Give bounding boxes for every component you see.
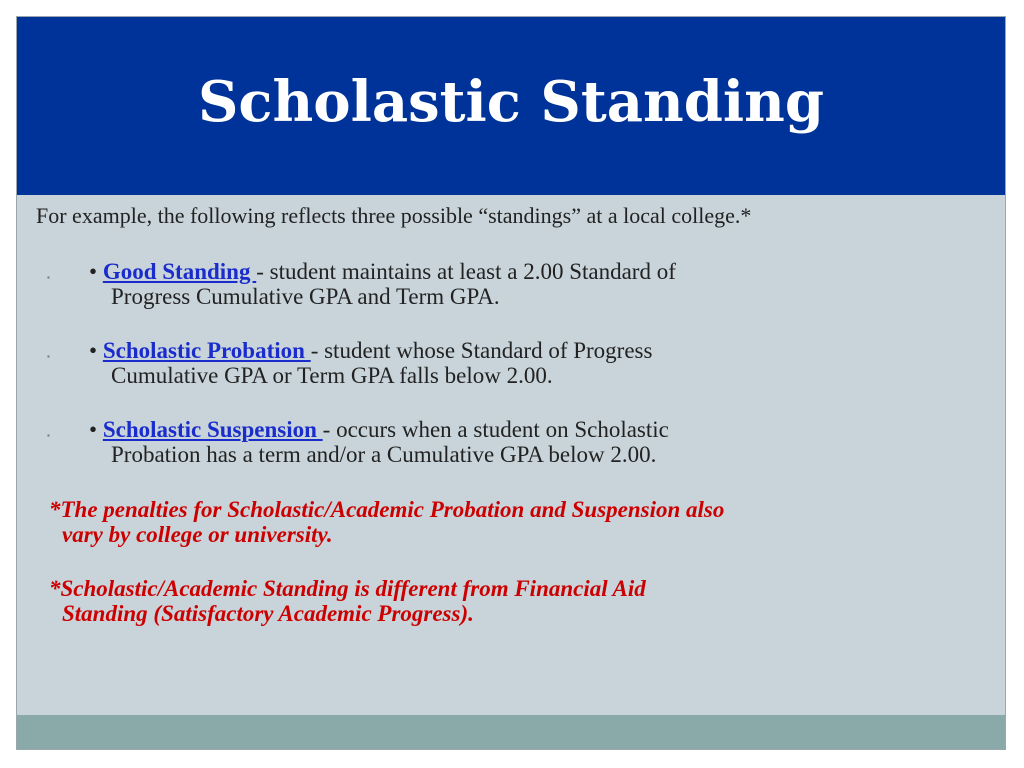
note-line-continued: Standing (Satisfactory Academic Progress).: [62, 601, 474, 626]
note-line: *Scholastic/Academic Standing is different from Financial Aid: [49, 576, 646, 601]
scholastic-probation-link[interactable]: Scholastic Probation: [102, 338, 311, 363]
financial-aid-note: [49, 576, 999, 626]
item-description-continued: Probation has a term and/or a Cumulative GPA below 2.00.: [111, 442, 657, 467]
bullet-marker-icon: ▪: [47, 273, 50, 282]
bullet-marker-icon: ▪: [47, 431, 50, 440]
bullet-icon: •: [89, 338, 98, 363]
list-item-scholastic-probation: [47, 338, 869, 388]
bullet-marker-icon: ▪: [47, 352, 50, 361]
penalties-note: [49, 497, 999, 547]
note-line-continued: vary by college or university.: [62, 522, 333, 547]
item-description-continued: Cumulative GPA or Term GPA falls below 2.00.: [111, 363, 553, 388]
note-line: *The penalties for Scholastic/Academic Probation and Suspension also: [49, 497, 725, 522]
list-item-good-standing: [47, 259, 869, 309]
list-item-scholastic-suspension: [47, 417, 869, 467]
bullet-icon: •: [89, 259, 98, 284]
slide-title: Scholastic Standing: [197, 69, 825, 135]
good-standing-link[interactable]: Good Standing: [102, 259, 257, 284]
title-bar: [17, 17, 1005, 195]
bottom-bar: [17, 715, 1005, 749]
slide: [16, 16, 1006, 750]
item-description: - student whose Standard of Progress: [310, 338, 653, 363]
item-description: - occurs when a student on Scholastic: [322, 417, 669, 442]
intro-text: For example, the following reflects three possible “standings” at a local college.*: [36, 203, 752, 228]
scholastic-suspension-link[interactable]: Scholastic Suspension: [102, 417, 323, 442]
item-description-continued: Progress Cumulative GPA and Term GPA.: [111, 284, 500, 309]
bullet-icon: •: [89, 417, 98, 442]
item-description: - student maintains at least a 2.00 Standard of: [256, 259, 676, 284]
